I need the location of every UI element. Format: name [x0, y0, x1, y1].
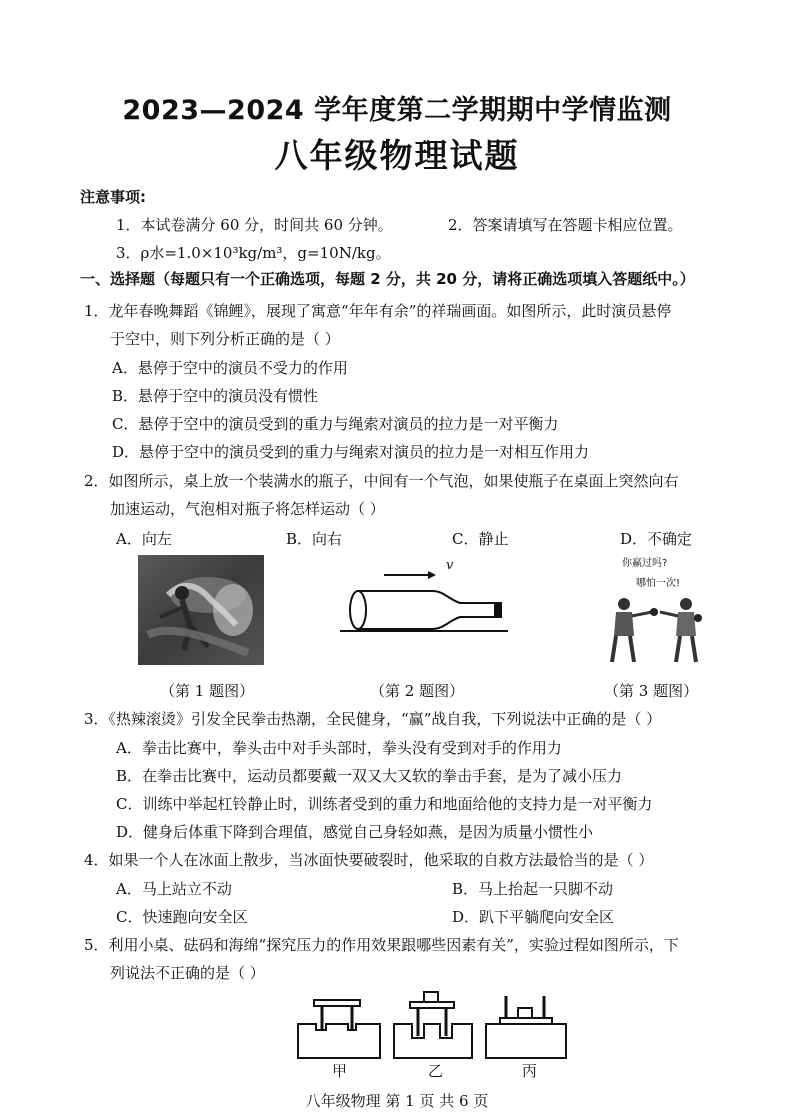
note-3: 3．ρ水=1.0×10³kg/m³，g=10N/kg。: [116, 244, 391, 262]
q5-stem-line2: 列说法不正确的是（ ）: [110, 964, 265, 982]
q4-stem: 4．如果一个人在冰面上散步，当冰面快要破裂时，他采取的自救方法最恰当的是（ ）: [84, 851, 654, 869]
q1-option-c: C．悬停于空中的演员受到的重力与绳索对演员的拉力是一对平衡力: [112, 415, 559, 433]
section-heading: 一、选择题（每题只有一个正确选项，每题 2 分，共 20 分，请将正确选项填入答题纸中。）: [80, 270, 695, 288]
setup-jia: [298, 1000, 380, 1058]
svg-text:你赢过吗?: 你赢过吗?: [622, 558, 668, 569]
note-1: 1．本试卷满分 60 分，时间共 60 分钟。: [116, 216, 393, 234]
bottle-diagram: [336, 555, 512, 645]
svg-text:哪怕一次!: 哪怕一次!: [636, 578, 681, 589]
label-yi: 乙: [428, 1062, 444, 1080]
label-bing: 丙: [522, 1062, 538, 1080]
q1-option-b: B．悬停于空中的演员没有惯性: [112, 387, 319, 405]
figure2-caption: （第 2 题图）: [370, 682, 465, 700]
q1-stem-line2: 于空中，则下列分析正确的是（ ）: [110, 330, 340, 348]
q2-option-c: C．静止: [452, 530, 509, 548]
q5-stem-line1: 5．利用小桌、砝码和海绵“探究压力的作用效果跟哪些因素有关”，实验过程如图所示，下: [84, 936, 679, 954]
exam-title: 2023—2024 学年度第二学期期中学情监测: [122, 95, 672, 126]
notes-heading: 注意事项:: [80, 188, 146, 206]
q1-option-a: A．悬停于空中的演员不受力的作用: [112, 359, 348, 377]
figure3-caption: （第 3 题图）: [604, 682, 699, 700]
velocity-label: v: [446, 558, 454, 573]
q2-stem-line1: 2．如图所示，桌上放一个装满水的瓶子，中间有一个气泡，如果使瓶子在桌面上突然向右: [84, 472, 679, 490]
dancer-photo: [138, 555, 264, 665]
q3-option-c: C．训练中举起杠铃静止时，训练者受到的重力和地面给他的支持力是一对平衡力: [116, 795, 653, 813]
exam-subtitle: 八年级物理试题: [274, 136, 520, 175]
label-jia: 甲: [332, 1062, 348, 1080]
q3-option-b: B．在拳击比赛中，运动员都要戴一双又大又软的拳击手套，是为了减小压力: [116, 767, 623, 785]
page-footer: 八年级物理 第 1 页 共 6 页: [305, 1092, 489, 1110]
q1-stem-line1: 1．龙年春晚舞蹈《锦鲤》，展现了寓意“年年有余”的祥瑞画面。如图所示，此时演员悬停: [84, 302, 672, 320]
q2-option-a: A．向左: [116, 530, 172, 548]
q2-option-b: B．向右: [286, 530, 343, 548]
note-2: 2．答案请填写在答题卡相应位置。: [448, 216, 683, 234]
q4-option-d: D．趴下平躺爬向安全区: [452, 908, 615, 926]
q2-stem-line2: 加速运动，气泡相对瓶子将怎样运动（ ）: [110, 500, 385, 518]
q3-stem: 3．《热辣滚烫》引发全民拳击热潮，全民健身，“赢”战自我，下列说法中正确的是（ ）: [84, 710, 662, 728]
q1-option-d: D．悬停于空中的演员受到的重力与绳索对演员的拉力是一对相互作用力: [112, 443, 590, 461]
q4-option-b: B．马上抬起一只脚不动: [452, 880, 614, 898]
q4-option-c: C．快速跑向安全区: [116, 908, 248, 926]
q3-option-a: A．拳击比赛中，拳头击中对手头部时，拳头没有受到对手的作用力: [116, 739, 562, 757]
q3-option-d: D．健身后体重下降到合理值，感觉自己身轻如燕，是因为质量小惯性小: [116, 823, 594, 841]
figure1-caption: （第 1 题图）: [160, 682, 255, 700]
q4-option-a: A．马上站立不动: [116, 880, 232, 898]
q2-option-d: D．不确定: [620, 530, 693, 548]
setup-yi: [394, 992, 472, 1058]
setup-bing: [486, 996, 566, 1058]
boxing-illustration: [596, 552, 716, 666]
